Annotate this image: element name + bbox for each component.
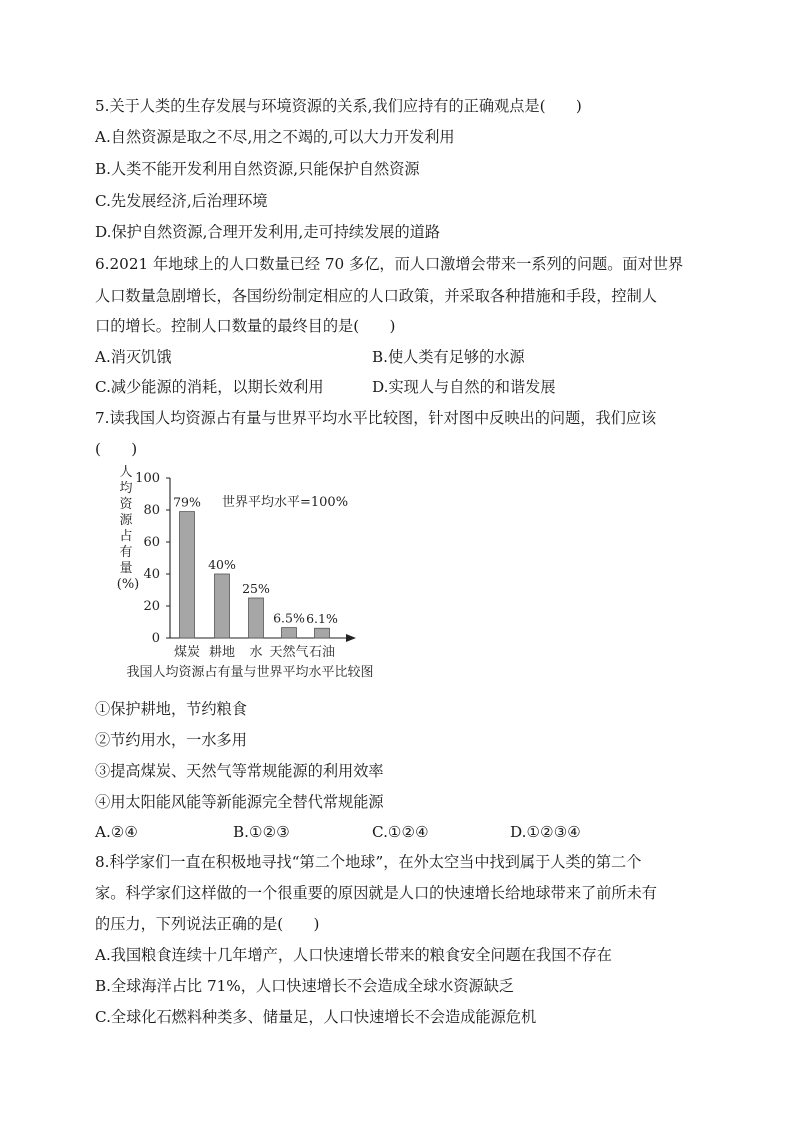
- chart-bar: [282, 628, 297, 638]
- q7-option-a: A.②④: [95, 823, 139, 841]
- chart-x-tick-label: 石油: [308, 645, 336, 660]
- q6-option-c: C.减少能源的消耗，以期长效利用: [95, 378, 324, 396]
- q6-stem-line-3: 口的增长。控制人口数量的最终目的是( ): [95, 317, 396, 335]
- chart-y-label-char: 资: [119, 497, 133, 512]
- chart-y-tick-label: 0: [151, 631, 160, 646]
- chart-y-label-unit: (%): [116, 577, 140, 592]
- q8-option-c: C.全球化石燃料种类多、储量足，人口快速增长不会造成能源危机: [95, 1008, 537, 1026]
- chart-y-tick-label: 80: [143, 503, 160, 518]
- q7-statement-4: ④用太阳能风能等新能源完全替代常规能源: [95, 793, 384, 811]
- q8-stem-line-2: 家。科学家们这样做的一个很重要的原因就是人口的快速增长给地球带来了前所未有: [95, 884, 657, 902]
- chart-y-ticks: [135, 471, 170, 646]
- chart-data-label: 25%: [242, 581, 270, 596]
- chart-y-label-char: 人: [119, 465, 133, 480]
- chart-x-tick-label: 煤炭: [173, 645, 201, 660]
- q7-option-b: B.①②③: [233, 823, 290, 841]
- q5-option-c: C.先发展经济,后治理环境: [95, 192, 268, 210]
- q8-option-b: B.全球海洋占比 71%，人口快速增长不会造成全球水资源缺乏: [95, 977, 515, 995]
- q6-option-a: A.消灭饥饿: [95, 348, 172, 366]
- chart-y-tick-label: 60: [143, 535, 160, 550]
- chart-title: 我国人均资源占有量与世界平均水平比较图: [126, 665, 374, 680]
- chart-x-tick-label: 耕地: [208, 645, 236, 660]
- chart-bar: [249, 598, 264, 638]
- q7-statement-2: ②节约用水，一水多用: [95, 731, 247, 749]
- q5-option-d: D.保护自然资源,合理开发利用,走可持续发展的道路: [95, 223, 441, 241]
- q5-stem: 5.关于人类的生存发展与环境资源的关系,我们应持有的正确观点是( ): [95, 97, 582, 115]
- chart-data-label: 40%: [208, 557, 236, 572]
- chart-data-label: 6.5%: [273, 610, 305, 626]
- chart-y-label-char: 有: [119, 545, 133, 560]
- q7-stem-line-1: 7.读我国人均资源占有量与世界平均水平比较图，针对图中反映出的问题，我们应该: [95, 409, 657, 427]
- chart-y-tick-label: 100: [135, 471, 160, 486]
- q7-statement-1: ①保护耕地，节约粮食: [95, 700, 247, 718]
- q6-stem-line-1: 6.2021 年地球上的人口数量已经 70 多亿，而人口激增会带来一系列的问题。面对世界: [95, 255, 684, 273]
- chart-annotation: 世界平均水平=100%: [222, 495, 349, 510]
- chart-y-tick-label: 40: [143, 567, 160, 582]
- q5-option-a: A.自然资源是取之不尽,用之不竭的,可以大力开发利用: [95, 128, 455, 146]
- q7-statement-3: ③提高煤炭、天然气等常规能源的利用效率: [95, 762, 384, 780]
- chart-x-tick-label: 水: [249, 645, 263, 660]
- q6-option-d: D.实现人与自然的和谐发展: [372, 378, 556, 396]
- q8-option-a: A.我国粮食连续十几年增产，人口快速增长带来的粮食安全问题在我国不存在: [95, 946, 612, 964]
- q8-stem-line-3: 的压力，下列说法正确的是( ): [95, 915, 320, 933]
- q5-option-b: B.人类不能开发利用自然资源,只能保护自然资源: [95, 160, 420, 178]
- chart-y-label-char: 源: [119, 513, 133, 528]
- q7-stem-line-2: ( ): [95, 440, 138, 458]
- chart-data-label: 79%: [173, 494, 201, 510]
- chart-y-label-char: 量: [119, 561, 133, 576]
- q8-stem-line-1: 8.科学家们一直在积极地寻找“第二个地球”，在外太空当中找到属于人类的第二个: [95, 853, 642, 871]
- chart-y-tick-label: 20: [143, 599, 160, 614]
- q6-stem-line-2: 人口数量急剧增长，各国纷纷制定相应的人口政策，并采取各种措施和手段，控制人: [95, 287, 657, 305]
- q6-option-b: B.使人类有足够的水源: [372, 348, 525, 366]
- chart-bar: [215, 574, 230, 638]
- chart-data-label: 6.1%: [306, 611, 338, 627]
- chart-y-label-char: 均: [119, 481, 133, 496]
- chart-bar: [315, 628, 330, 638]
- chart-y-label-char: 占: [119, 529, 133, 544]
- chart-x-tick-label: 天然气: [269, 645, 309, 660]
- chart-x-axis-arrow: [346, 634, 356, 642]
- chart-bar: [180, 512, 195, 638]
- q7-option-d: D.①②③④: [510, 823, 581, 841]
- q7-option-c: C.①②④: [372, 823, 429, 841]
- resource-comparison-chart: [100, 462, 400, 684]
